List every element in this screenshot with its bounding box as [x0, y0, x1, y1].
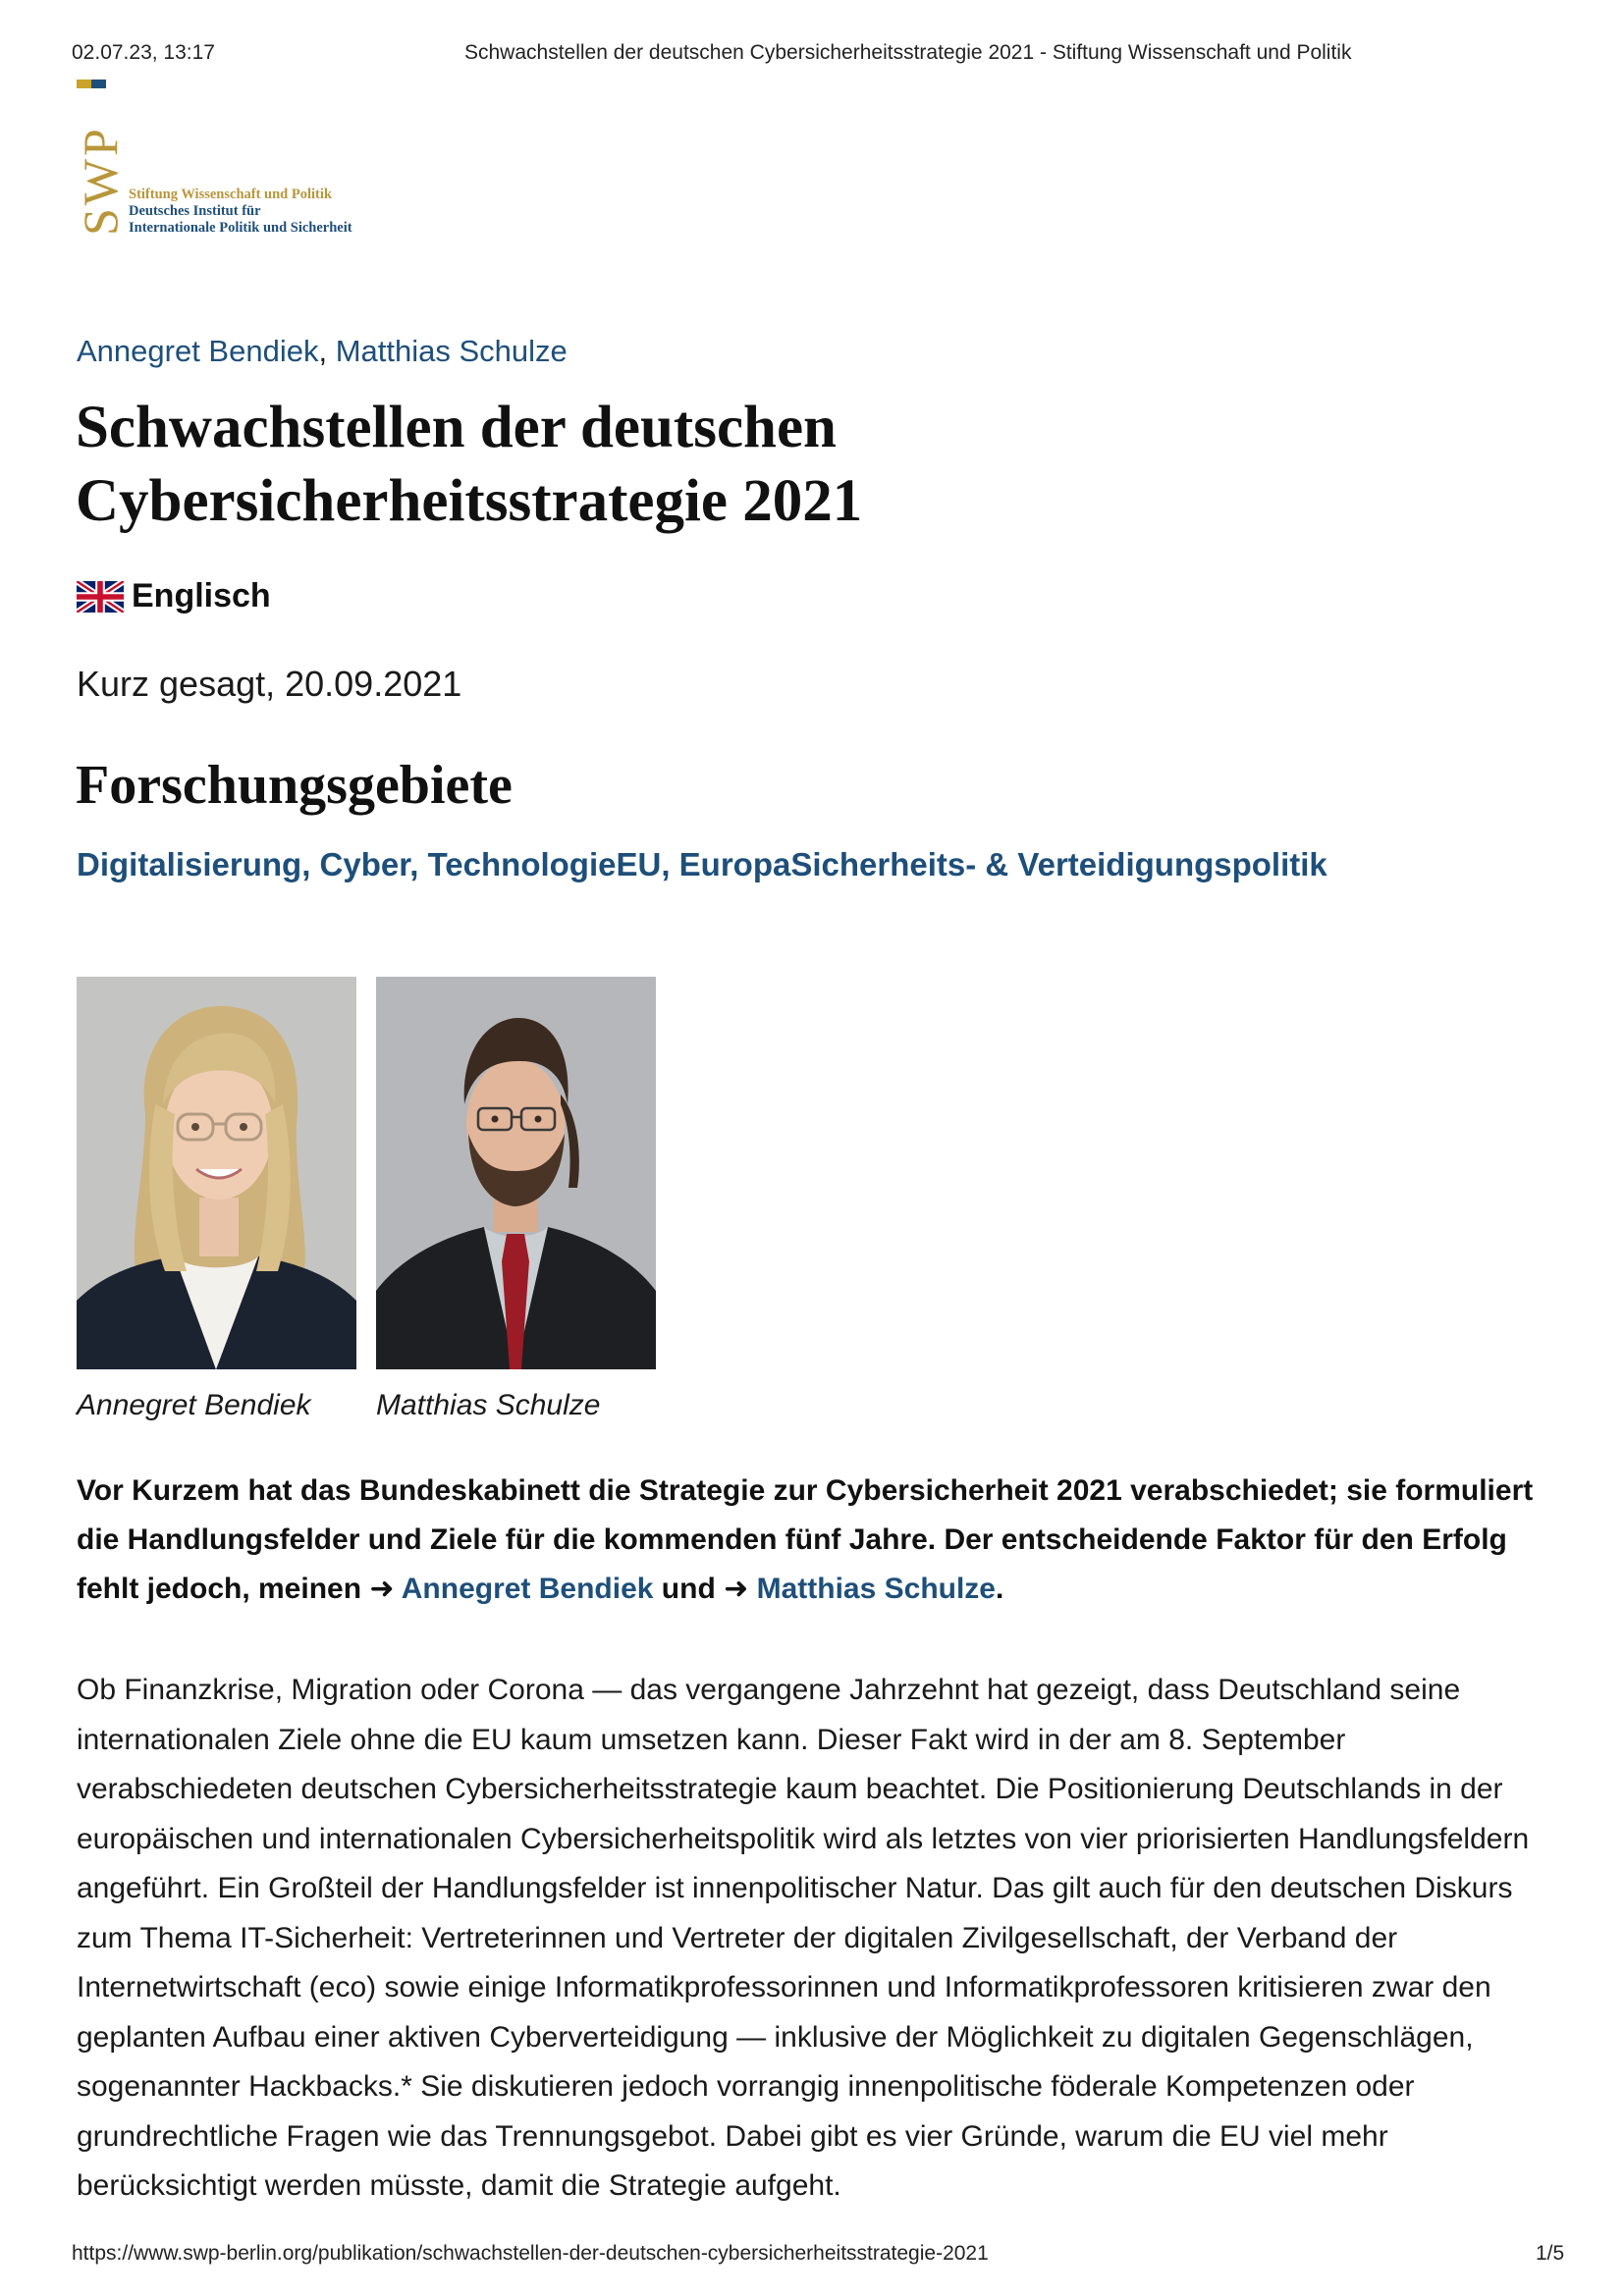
- author-list: [77, 334, 568, 369]
- logo-line-1: Stiftung Wissenschaft und Politik: [129, 187, 332, 202]
- research-areas-links: [77, 846, 1327, 883]
- publication-type-date: Kurz gesagt, 20.09.2021: [77, 664, 462, 704]
- arrow-icon: ➜: [369, 1573, 395, 1605]
- author-separator: ,: [318, 334, 328, 368]
- author-photo-schulze: [376, 977, 656, 1369]
- photo-caption-bendiek: Annegret Bendiek: [77, 1389, 311, 1421]
- logo-line-3: Internationale Politik und Sicherheit: [129, 220, 352, 236]
- title-line-2: Cybersicherheitsstrategie 2021: [76, 468, 863, 534]
- lead-author-link-bendiek[interactable]: Annegret Bendiek: [401, 1573, 654, 1605]
- research-link-digital[interactable]: Digitalisierung, Cyber, Technologie: [77, 846, 617, 882]
- language-label: Englisch: [132, 577, 271, 614]
- color-mark: [77, 80, 106, 88]
- lead-conjunction: und: [653, 1573, 725, 1605]
- research-link-security[interactable]: Sicherheits- & Verteidigungspolitik: [790, 846, 1327, 882]
- print-datetime: 02.07.23, 13:17: [72, 41, 215, 64]
- lead-end: .: [996, 1573, 1004, 1605]
- author-link-bendiek[interactable]: Annegret Bendiek: [77, 334, 319, 368]
- research-link-eu[interactable]: EU, Europa: [616, 846, 791, 882]
- logo-line-2: Deutsches Institut für: [129, 203, 261, 219]
- body-paragraph: Ob Finanzkrise, Migration oder Corona — das vergangene Jahrzehnt hat gezeigt, dass Deutschland seine internationalen Ziele ohne die EU kaum umsetzen kann. Dieser Fakt wird in der am 8. September verabschiedeten deutschen Cybersicherheitsstrategie kaum beachtet. Die Positionierung Deutschlands in der europäischen und internationalen Cybersicherheitspolitik wird als letztes von vier priorisierten Handlungsfeldern angeführt. Ein Großteil der Handlungsfelder ist innenpolitischer Natur. Das gilt auch für den deutschen Diskurs zum Thema IT-Sicherheit: Vertreterinnen und Vertreter der digitalen Zivilgesellschaft, der Verband der Internetwirtschaft (eco) sowie einige Informatikprofessorinnen und Informatikprofessoren kritisieren zwar den geplanten Aufbau einer aktiven Cyberverteidigung — inklusive der Möglichkeit zu digitalen Gegenschlägen, sogenannter Hackbacks.* Sie diskutieren jedoch vorrangig innenpolitische föderale Kompetenzen oder grundrechtliche Fragen wie das Trennungsgebot. Dabei gibt es vier Gründe, warum die EU viel mehr berücksichtigt werden müsste, damit die Strategie aufgeht.: [77, 1674, 1530, 2202]
- print-page-number: 1/5: [1536, 2242, 1565, 2265]
- lead-text: Vor Kurzem hat das Bundeskabinett die Strategie zur Cybersicherheit 2021 verabschiedet; sie formuliert die Handlungsfelder und Ziele für die kommenden fünf Jahre. Der entscheidende Faktor für den Erfolg fehlt jedoch, meinen: [77, 1474, 1534, 1605]
- logo-abbreviation: SWP: [73, 126, 128, 236]
- print-url: https://www.swp-berlin.org/publikation/schwachstellen-der-deutschen-cybersicherheitsstrategie-2021: [72, 2242, 989, 2265]
- title-line-1: Schwachstellen der deutschen: [76, 395, 837, 460]
- uk-flag-icon: [77, 581, 124, 613]
- lead-author-link-schulze[interactable]: Matthias Schulze: [756, 1573, 996, 1605]
- article-title: [76, 391, 1156, 538]
- language-link[interactable]: [77, 577, 271, 615]
- photo-caption-schulze: Matthias Schulze: [376, 1389, 601, 1421]
- author-link-schulze[interactable]: Matthias Schulze: [335, 334, 568, 368]
- author-photo-bendiek: [77, 977, 356, 1369]
- research-areas-heading: Forschungsgebiete: [76, 755, 513, 816]
- print-page-title: Schwachstellen der deutschen Cybersicherheitsstrategie 2021 - Stiftung Wissenschaft und Politik: [464, 41, 1352, 64]
- swp-logo[interactable]: [73, 126, 407, 247]
- lead-paragraph: [77, 1467, 1569, 1614]
- arrow-icon: ➜: [724, 1573, 749, 1605]
